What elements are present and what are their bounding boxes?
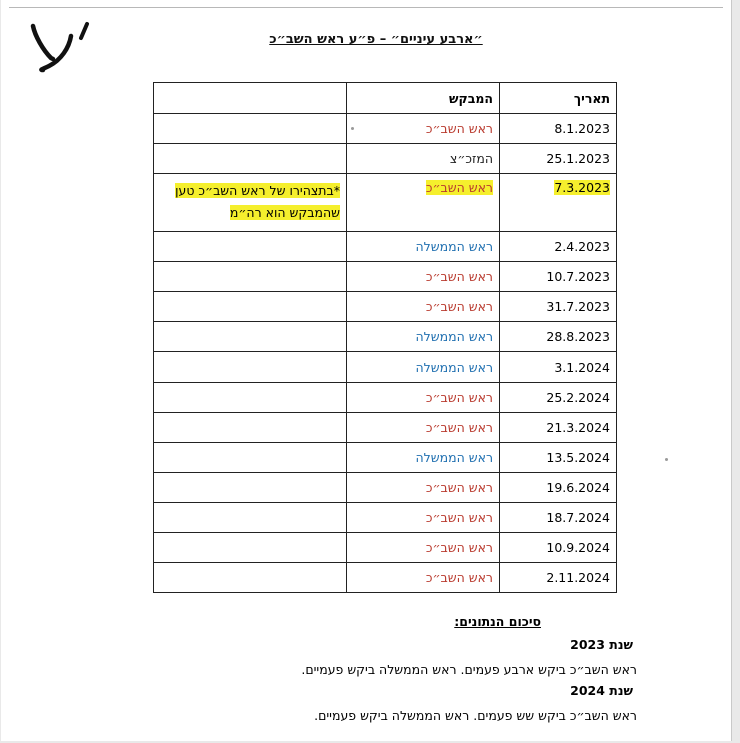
- requester-text: ראש השב״כ: [425, 479, 493, 495]
- row-requester: [347, 502, 500, 532]
- summary-heading: סיכום הנתונים:: [454, 614, 541, 629]
- header-date: תאריך: [500, 83, 617, 114]
- row-requester: [347, 114, 500, 144]
- requester-text: ראש הממשלה: [415, 449, 493, 465]
- row-requester: [347, 352, 500, 382]
- table-row: [154, 532, 617, 562]
- row-requester: [347, 382, 500, 412]
- date-text: 28.8.2023: [546, 329, 610, 345]
- table-row: [154, 232, 617, 262]
- row-requester: [347, 144, 500, 174]
- date-text: 13.5.2024: [546, 449, 610, 465]
- date-text: 19.6.2024: [546, 479, 610, 495]
- row-date: [500, 322, 617, 352]
- summary-year-2024: שנת 2024: [570, 683, 633, 698]
- summary-text-2024: ראש השב״כ ביקש שש פעמים. ראש הממשלה ביקש פעמיים.: [314, 708, 637, 723]
- row-requester: [347, 562, 500, 592]
- summary-year-2023: שנת 2023: [570, 637, 633, 652]
- row-note: [154, 144, 347, 174]
- table-row: [154, 292, 617, 322]
- row-requester: [347, 532, 500, 562]
- requester-text: ראש השב״כ: [425, 539, 493, 555]
- requester-text: ראש השב״כ: [425, 299, 493, 315]
- row-requester: [347, 442, 500, 472]
- row-note: [154, 174, 347, 232]
- date-text: 25.2.2024: [546, 389, 610, 405]
- row-note: [154, 472, 347, 502]
- row-date: [500, 114, 617, 144]
- date-text: 21.3.2024: [546, 419, 610, 435]
- requester-text: ראש השב״כ: [425, 509, 493, 525]
- summary-text-2023: ראש השב״כ ביקש ארבע פעמים. ראש הממשלה ביקש פעמיים.: [301, 662, 637, 677]
- row-requester: [347, 292, 500, 322]
- table-row: [154, 472, 617, 502]
- header-requester: המבקש: [347, 83, 500, 114]
- row-date: [500, 472, 617, 502]
- top-rule: [9, 7, 723, 8]
- header-note: [154, 83, 347, 114]
- table-row: [154, 322, 617, 352]
- table-row: [154, 114, 617, 144]
- row-note: [154, 382, 347, 412]
- date-text: 3.1.2024: [554, 359, 610, 375]
- row-date: [500, 262, 617, 292]
- table-row: [154, 562, 617, 592]
- row-date: [500, 562, 617, 592]
- row-note: [154, 292, 347, 322]
- date-text: 2.11.2024: [546, 569, 610, 585]
- handwritten-letter-ayin-mark: [19, 14, 109, 76]
- requester-text: ראש השב״כ: [425, 569, 493, 585]
- row-note: [154, 352, 347, 382]
- date-text: 10.7.2023: [546, 269, 610, 285]
- row-date: [500, 292, 617, 322]
- row-date: [500, 532, 617, 562]
- row-note: [154, 262, 347, 292]
- requester-text: ראש השב״כ: [425, 180, 493, 196]
- note-text: *בתצהירו של ראש השב״כ טען שהמבקש הוא רה״מ: [175, 183, 340, 221]
- date-text: 8.1.2023: [554, 121, 610, 137]
- document-title: ״ארבע עיניים״ – פ״ע ראש השב״כ: [269, 32, 483, 47]
- requests-table: [153, 82, 617, 593]
- table-row: [154, 412, 617, 442]
- row-date: [500, 352, 617, 382]
- table-row: [154, 502, 617, 532]
- date-text: 10.9.2024: [546, 539, 610, 555]
- row-note: [154, 114, 347, 144]
- row-requester: [347, 322, 500, 352]
- row-note: [154, 412, 347, 442]
- row-requester: [347, 262, 500, 292]
- row-note: [154, 232, 347, 262]
- date-text: 25.1.2023: [546, 151, 610, 167]
- row-date: [500, 144, 617, 174]
- table-row: [154, 382, 617, 412]
- requester-text: ראש הממשלה: [415, 359, 493, 375]
- table-row: [154, 352, 617, 382]
- row-date: [500, 502, 617, 532]
- date-text: 7.3.2023: [554, 180, 610, 196]
- requester-text: ראש הממשלה: [415, 329, 493, 345]
- date-text: 2.4.2023: [554, 239, 610, 255]
- row-date: [500, 232, 617, 262]
- row-note: [154, 562, 347, 592]
- row-date: [500, 412, 617, 442]
- requester-text: ראש השב״כ: [425, 269, 493, 285]
- requester-text: ראש השב״כ: [425, 121, 493, 137]
- requester-text: ראש השב״כ: [425, 389, 493, 405]
- row-requester: [347, 174, 500, 232]
- requester-text: ראש הממשלה: [415, 239, 493, 255]
- scan-speck: [665, 458, 668, 461]
- row-date: [500, 174, 617, 232]
- row-requester: [347, 472, 500, 502]
- table-row: [154, 144, 617, 174]
- row-requester: [347, 232, 500, 262]
- row-date: [500, 442, 617, 472]
- row-note: [154, 532, 347, 562]
- table-row: [154, 442, 617, 472]
- table-row: [154, 174, 617, 232]
- requester-text: ראש השב״כ: [425, 419, 493, 435]
- document-page: [1, 0, 732, 741]
- date-text: 31.7.2023: [546, 299, 610, 315]
- table-row: [154, 262, 617, 292]
- requester-text: המזכ״צ: [449, 151, 493, 167]
- scan-speck: [351, 127, 354, 130]
- row-requester: [347, 412, 500, 442]
- row-note: [154, 322, 347, 352]
- date-text: 18.7.2024: [546, 509, 610, 525]
- row-date: [500, 382, 617, 412]
- table-header-row: [154, 83, 617, 114]
- row-note: [154, 502, 347, 532]
- row-note: [154, 442, 347, 472]
